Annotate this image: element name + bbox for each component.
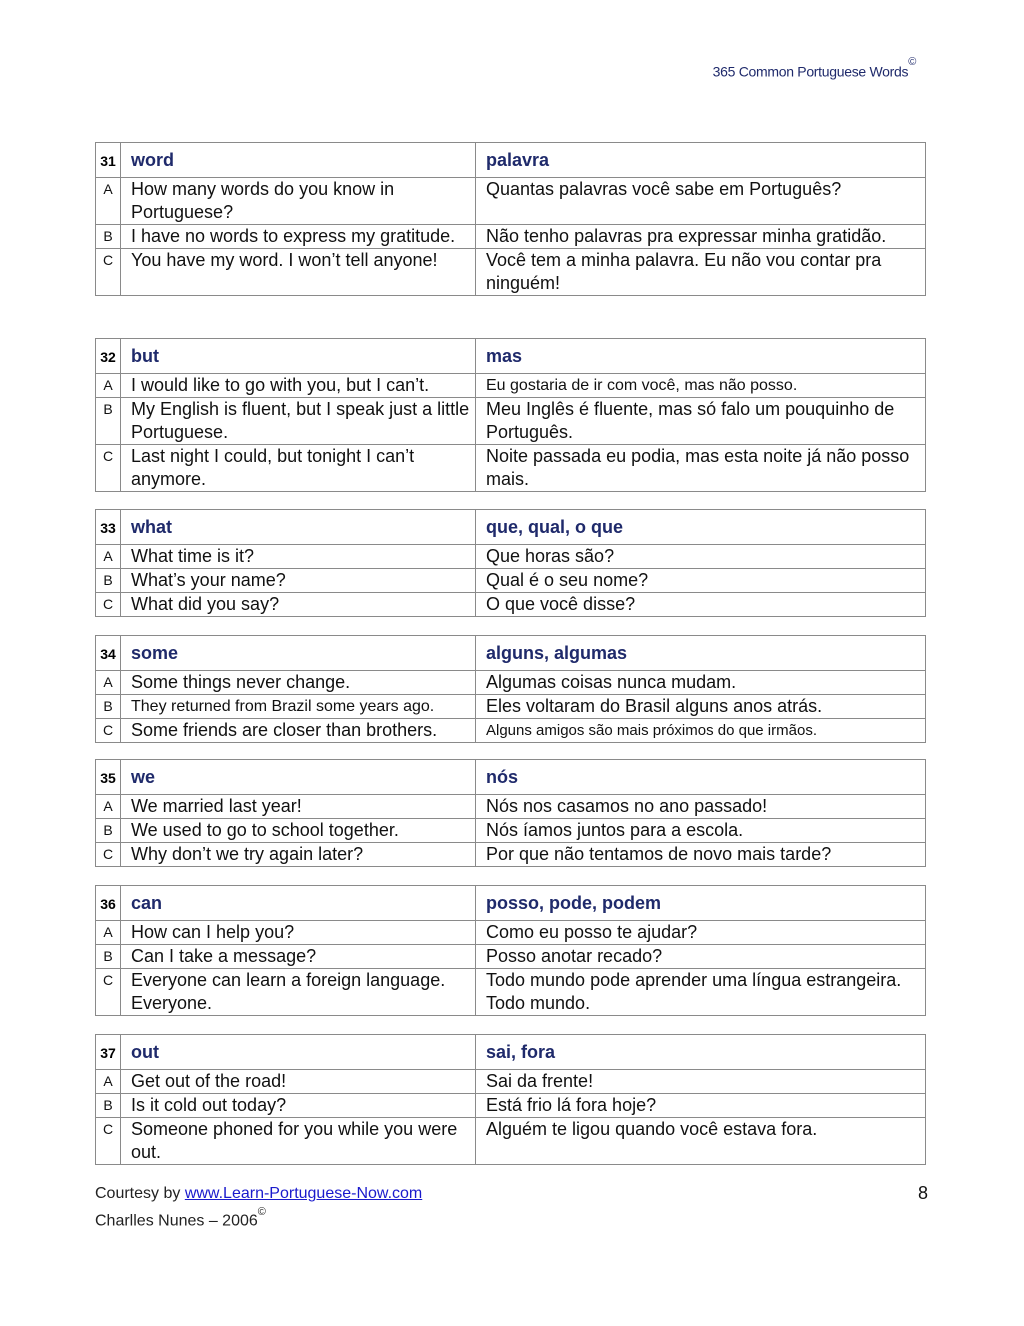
example-letter: B (96, 225, 121, 249)
english-word: some (121, 636, 476, 671)
example-letter: B (96, 819, 121, 843)
portuguese-example: Alguém te ligou quando você estava fora. (476, 1118, 926, 1165)
portuguese-example: Que horas são? (476, 545, 926, 569)
vocab-table-34 (95, 635, 926, 743)
example-row (96, 695, 926, 719)
example-letter: B (96, 569, 121, 593)
example-letter: A (96, 374, 121, 398)
example-letter: A (96, 178, 121, 225)
english-word: but (121, 339, 476, 374)
example-row (96, 374, 926, 398)
english-word: word (121, 143, 476, 178)
portuguese-example: Noite passada eu podia, mas esta noite já não posso mais. (476, 445, 926, 492)
page-number: 8 (917, 1183, 928, 1203)
portuguese-example: O que você disse? (476, 593, 926, 617)
portuguese-example: Nós nos casamos no ano passado! (476, 795, 926, 819)
example-letter: C (96, 1118, 121, 1165)
portuguese-word: palavra (476, 143, 926, 178)
english-example: You have my word. I won’t tell anyone! (121, 249, 476, 296)
english-word: we (121, 760, 476, 795)
example-row (96, 249, 926, 296)
example-row (96, 795, 926, 819)
portuguese-example: Eu gostaria de ir com você, mas não posso. (476, 374, 926, 398)
english-word: out (121, 1035, 476, 1070)
english-word: can (121, 886, 476, 921)
example-letter: C (96, 593, 121, 617)
example-row (96, 178, 926, 225)
english-example: Last night I could, but tonight I can’t anymore. (121, 445, 476, 492)
example-row (96, 225, 926, 249)
example-row (96, 819, 926, 843)
portuguese-word: alguns, algumas (476, 636, 926, 671)
header-title: 365 Common Portuguese Words (712, 63, 909, 80)
entry-number: 33 (96, 510, 121, 545)
example-letter: A (96, 1070, 121, 1094)
example-letter: A (96, 545, 121, 569)
example-row (96, 671, 926, 695)
example-row (96, 398, 926, 445)
example-letter: B (96, 1094, 121, 1118)
example-row (96, 569, 926, 593)
vocab-word-row (96, 636, 926, 671)
vocab-word-row (96, 1035, 926, 1070)
example-letter: C (96, 719, 121, 743)
english-example: Get out of the road! (121, 1070, 476, 1094)
example-letter: C (96, 249, 121, 296)
example-row (96, 1094, 926, 1118)
entry-number: 31 (96, 143, 121, 178)
vocab-word-row (96, 760, 926, 795)
author-text: Charlles Nunes – 2006 (95, 1212, 258, 1230)
entry-number: 34 (96, 636, 121, 671)
english-example: How can I help you? (121, 921, 476, 945)
vocab-table-32 (95, 338, 926, 492)
vocab-word-row (96, 143, 926, 178)
example-letter: B (96, 695, 121, 719)
portuguese-example: Meu Inglês é fluente, mas só falo um pouquinho de Português. (476, 398, 926, 445)
portuguese-example: Sai da frente! (476, 1070, 926, 1094)
portuguese-example: Por que não tentamos de novo mais tarde? (476, 843, 926, 867)
portuguese-example: Qual é o seu nome? (476, 569, 926, 593)
entry-number: 35 (96, 760, 121, 795)
source-link[interactable]: www.Learn-Portuguese-Now.com (184, 1185, 423, 1202)
courtesy-text: Courtesy by (95, 1185, 185, 1202)
portuguese-example: Quantas palavras você sabe em Português? (476, 178, 926, 225)
example-row (96, 545, 926, 569)
example-letter: A (96, 671, 121, 695)
example-letter: A (96, 795, 121, 819)
example-letter: C (96, 445, 121, 492)
vocab-table-31 (95, 142, 926, 296)
example-row (96, 1118, 926, 1165)
portuguese-word: que, qual, o que (476, 510, 926, 545)
english-example: We married last year! (121, 795, 476, 819)
example-row (96, 969, 926, 1016)
example-row (96, 719, 926, 743)
portuguese-example: Eles voltaram do Brasil alguns anos atrás. (476, 695, 926, 719)
example-row (96, 445, 926, 492)
english-word: what (121, 510, 476, 545)
entry-number: 36 (96, 886, 121, 921)
vocab-word-row (96, 510, 926, 545)
english-example: How many words do you know in Portuguese? (121, 178, 476, 225)
example-letter: C (96, 969, 121, 1016)
portuguese-word: mas (476, 339, 926, 374)
english-example: What did you say? (121, 593, 476, 617)
english-example: Is it cold out today? (121, 1094, 476, 1118)
english-example: Someone phoned for you while you were out. (121, 1118, 476, 1165)
example-row (96, 1070, 926, 1094)
document-header (712, 56, 916, 80)
vocab-table-37 (95, 1034, 926, 1165)
portuguese-example: Alguns amigos são mais próximos do que irmãos. (476, 719, 926, 743)
portuguese-word: posso, pode, podem (476, 886, 926, 921)
english-example: Some things never change. (121, 671, 476, 695)
example-letter: C (96, 843, 121, 867)
english-example: Everyone can learn a foreign language. Everyone. (121, 969, 476, 1016)
example-row (96, 945, 926, 969)
vocab-table-35 (95, 759, 926, 867)
entry-number: 32 (96, 339, 121, 374)
copyright-mark: © (908, 56, 916, 68)
example-letter: A (96, 921, 121, 945)
english-example: I would like to go with you, but I can’t. (121, 374, 476, 398)
example-row (96, 843, 926, 867)
vocab-table-33 (95, 509, 926, 617)
vocab-table-36 (95, 885, 926, 1016)
portuguese-word: nós (476, 760, 926, 795)
english-example: They returned from Brazil some years ago. (121, 695, 476, 719)
english-example: What time is it? (121, 545, 476, 569)
portuguese-example: Está frio lá fora hoje? (476, 1094, 926, 1118)
english-example: Why don’t we try again later? (121, 843, 476, 867)
english-example: What’s your name? (121, 569, 476, 593)
example-row (96, 921, 926, 945)
english-example: Can I take a message? (121, 945, 476, 969)
example-row (96, 593, 926, 617)
portuguese-example: Todo mundo pode aprender uma língua estrangeira. Todo mundo. (476, 969, 926, 1016)
english-example: I have no words to express my gratitude. (121, 225, 476, 249)
copyright-mark: © (257, 1206, 266, 1218)
portuguese-example: Posso anotar recado? (476, 945, 926, 969)
portuguese-example: Você tem a minha palavra. Eu não vou contar pra ninguém! (476, 249, 926, 296)
english-example: We used to go to school together. (121, 819, 476, 843)
example-letter: B (96, 945, 121, 969)
entry-number: 37 (96, 1035, 121, 1070)
portuguese-word: sai, fora (476, 1035, 926, 1070)
english-example: Some friends are closer than brothers. (121, 719, 476, 743)
portuguese-example: Nós íamos juntos para a escola. (476, 819, 926, 843)
english-example: My English is fluent, but I speak just a little Portuguese. (121, 398, 476, 445)
courtesy-line (95, 1183, 422, 1205)
portuguese-example: Não tenho palavras pra expressar minha gratidão. (476, 225, 926, 249)
vocab-word-row (96, 886, 926, 921)
vocab-word-row (96, 339, 926, 374)
document-footer (95, 1183, 422, 1232)
portuguese-example: Algumas coisas nunca mudam. (476, 671, 926, 695)
example-letter: B (96, 398, 121, 445)
author-line (95, 1205, 422, 1232)
portuguese-example: Como eu posso te ajudar? (476, 921, 926, 945)
